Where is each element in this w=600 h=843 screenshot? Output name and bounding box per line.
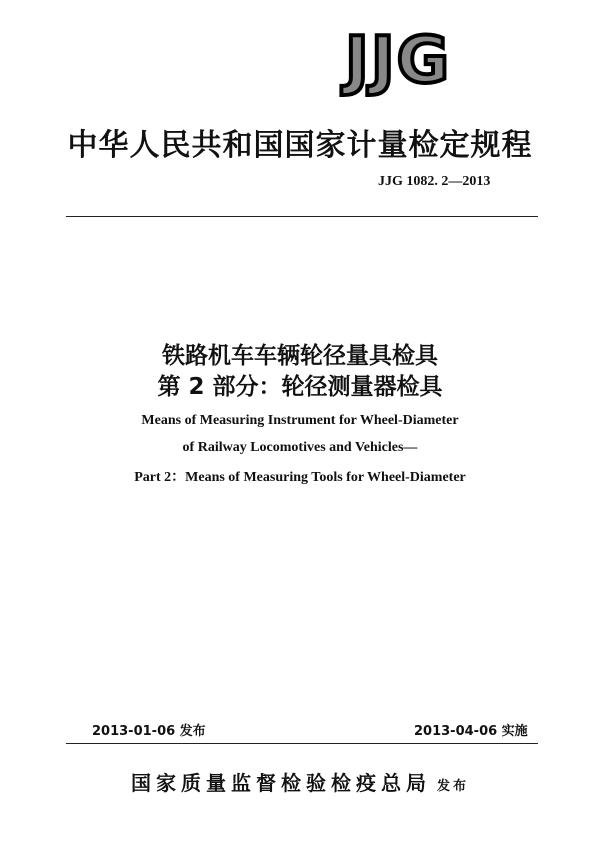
publisher — [0, 767, 600, 796]
divider — [66, 743, 538, 744]
standard-code: JJG 1082. 2—2013 — [378, 174, 491, 189]
series-title: 中华人民共和国国家计量检定规程 — [67, 128, 533, 163]
title-cn-line2: 第 2 部分：轮径测量器检具 — [157, 374, 443, 400]
jjg-logo — [345, 24, 505, 98]
title-cn-line1: 铁路机车车辆轮径量具检具 — [162, 343, 438, 369]
title-en-line2: of Railway Locomotives and Vehicles— — [182, 440, 418, 455]
issue-date: 2013-01-06 发布 — [92, 724, 206, 739]
logo-text: JJG — [345, 24, 452, 98]
publisher-suffix: 发布 — [436, 779, 469, 794]
publisher-name: 国家质量监督检验检疫总局 — [130, 771, 431, 795]
divider — [66, 216, 538, 217]
effective-date: 2013-04-06 实施 — [414, 724, 528, 739]
title-en-line3: Part 2：Means of Measuring Tools for Wheel-Diameter — [134, 470, 466, 485]
title-en-line1: Means of Measuring Instrument for Wheel-Diameter — [141, 413, 459, 428]
